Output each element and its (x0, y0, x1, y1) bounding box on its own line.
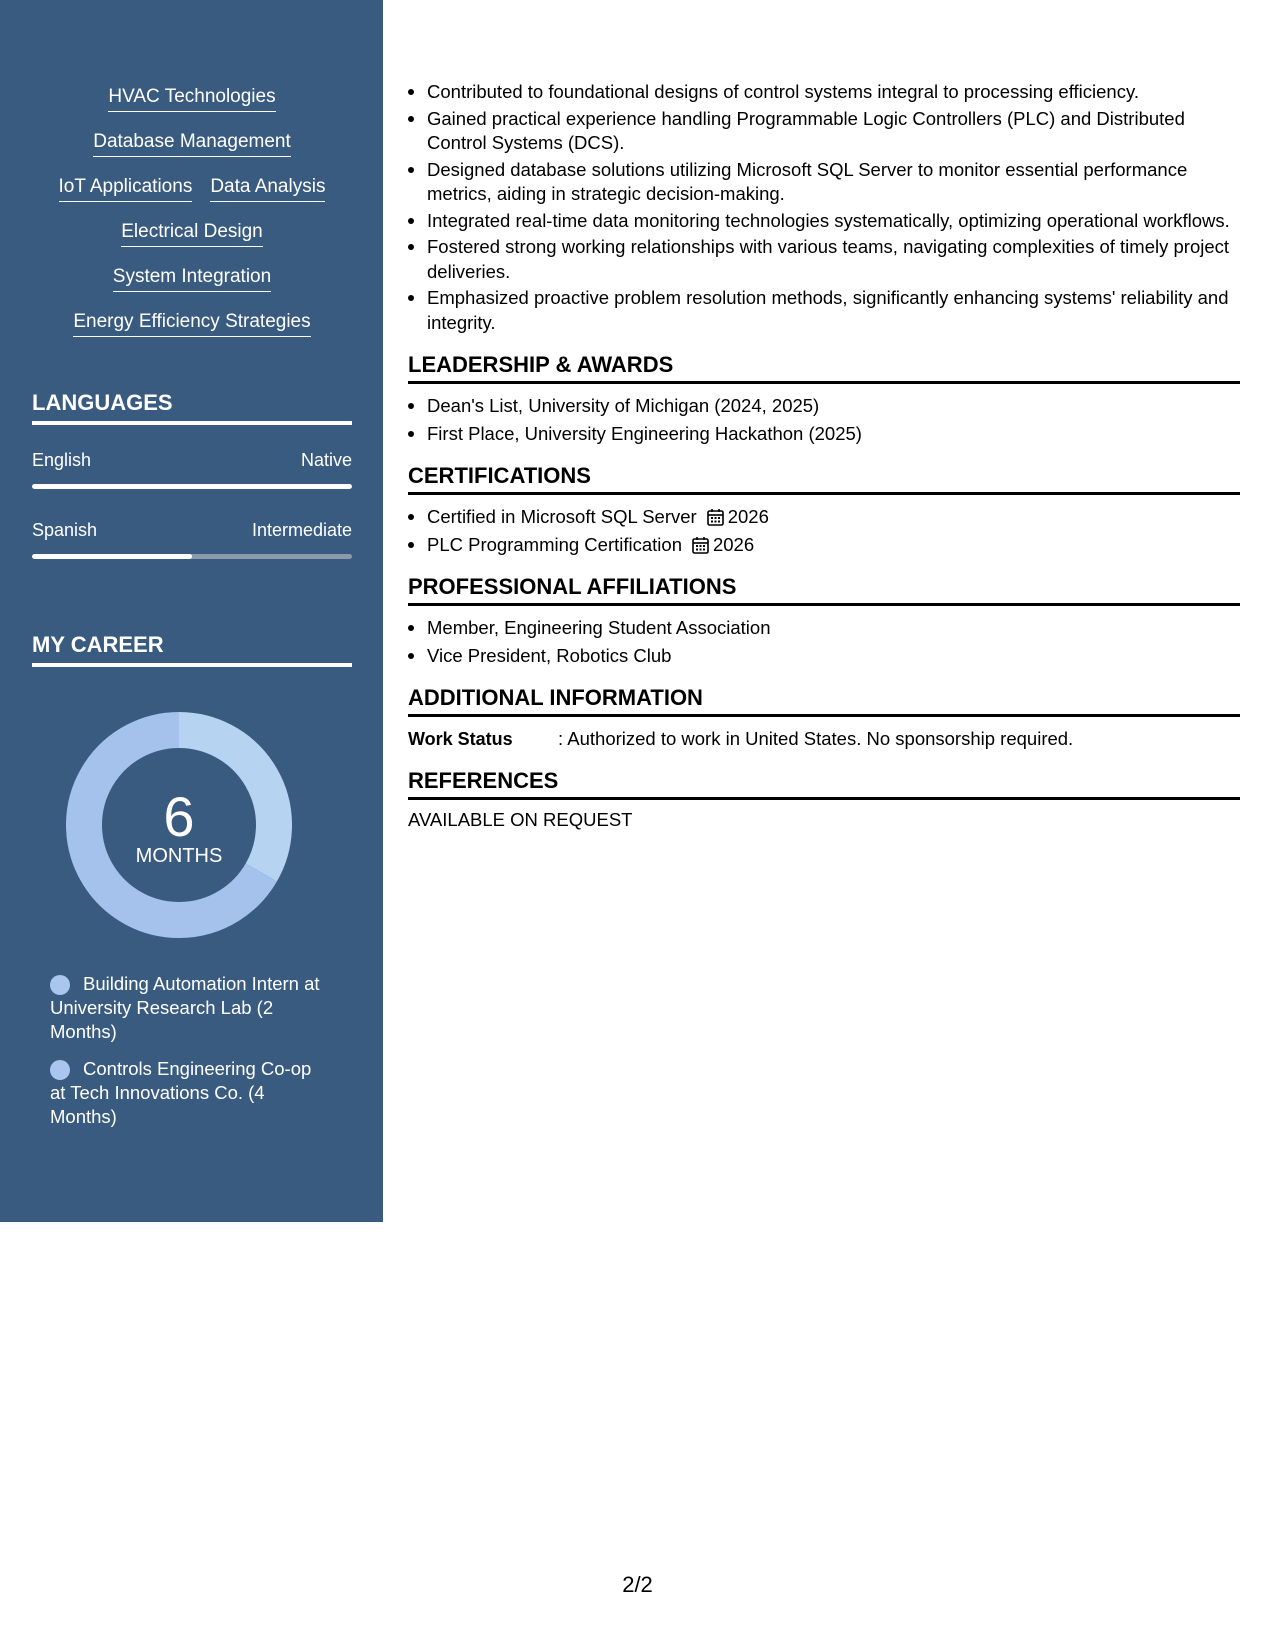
skill-row (32, 265, 352, 310)
language-english (32, 448, 352, 489)
legend-dot-icon (50, 1060, 70, 1080)
languages-heading: LANGUAGES (32, 389, 352, 425)
certifications-list (408, 505, 1240, 557)
skill-row (32, 130, 352, 175)
experience-bullet: Integrated real-time data monitoring technologies systematically, optimizing operational workflows. (408, 209, 1240, 234)
language-row (32, 448, 352, 472)
certification-item (408, 505, 1240, 530)
skill-row (32, 85, 352, 130)
affiliation-item: Vice President, Robotics Club (408, 644, 1240, 669)
skills-list (32, 85, 352, 355)
calendar-icon (692, 536, 709, 554)
certification-year: 2026 (727, 506, 769, 527)
additional-info-heading: ADDITIONAL INFORMATION (408, 684, 1240, 717)
experience-bullet: Emphasized proactive problem resolution methods, significantly enhancing systems' reliability and integrity. (408, 286, 1240, 335)
skill-tag: Electrical Design (121, 220, 263, 247)
leadership-item: First Place, University Engineering Hackathon (2025) (408, 422, 1240, 447)
work-status-value: : Authorized to work in United States. No sponsorship required. (558, 728, 1074, 749)
skill-tag: Database Management (93, 130, 291, 157)
career-legend-text: Controls Engineering Co-op at Tech Innovations Co. (4 Months) (50, 1058, 312, 1127)
skill-tag: Data Analysis (210, 175, 325, 202)
certification-year: 2026 (712, 533, 755, 555)
experience-bullet: Contributed to foundational designs of control systems integral to processing efficiency. (408, 80, 1240, 105)
language-bar (32, 484, 352, 489)
affiliations-heading: PROFESSIONAL AFFILIATIONS (408, 573, 1240, 606)
certifications-heading: CERTIFICATIONS (408, 462, 1240, 495)
references-heading: REFERENCES (408, 767, 1240, 800)
experience-bullet: Designed database solutions utilizing Microsoft SQL Server to monitor essential performance metrics, aiding in strategic decision-making. (408, 158, 1240, 207)
career-legend-text: Building Automation Intern at University Research Lab (2 Months) (50, 973, 320, 1042)
skill-tag: Energy Efficiency Strategies (73, 310, 310, 337)
references-text: AVAILABLE ON REQUEST (408, 809, 633, 830)
skill-row (32, 175, 352, 220)
language-name: English (32, 450, 92, 470)
language-name: Spanish (32, 520, 98, 540)
experience-bullet: Fostered strong working relationships with various teams, navigating complexities of timely project deliveries. (408, 235, 1240, 284)
leadership-item: Dean's List, University of Michigan (2024, 2025) (408, 394, 1240, 419)
language-level: Native (300, 450, 352, 470)
skill-tag: HVAC Technologies (108, 85, 275, 112)
language-bar-fill (32, 554, 192, 559)
affiliation-item: Member, Engineering Student Association (408, 616, 1240, 641)
experience-bullets (408, 80, 1240, 335)
leadership-list (408, 394, 1240, 446)
career-legend-item (50, 1057, 320, 1129)
career-total-unit: MONTHS (135, 845, 223, 867)
experience-bullet: Gained practical experience handling Programmable Logic Controllers (PLC) and Distributed Control Systems (DCS). (408, 107, 1240, 156)
career-total-value: 6 (163, 785, 195, 848)
career-legend-item (50, 972, 320, 1044)
language-bar-fill (32, 484, 352, 489)
language-spanish (32, 518, 352, 559)
legend-dot-icon (50, 975, 70, 995)
certification-name: PLC Programming Certification (427, 533, 682, 555)
calendar-icon (707, 508, 724, 526)
certification-item (408, 533, 1240, 558)
career-heading: MY CAREER (32, 631, 352, 667)
work-status-label: Work Status (408, 729, 513, 749)
main-content (408, 80, 1240, 832)
page-number: 2/2 (622, 1572, 653, 1597)
career-donut-center (66, 712, 292, 938)
sidebar (0, 0, 383, 1222)
leadership-heading: LEADERSHIP & AWARDS (408, 351, 1240, 384)
work-status-row (408, 727, 1240, 751)
skill-tag: IoT Applications (59, 175, 193, 202)
language-level: Intermediate (251, 520, 352, 540)
language-bar (32, 554, 352, 559)
skill-row (32, 220, 352, 265)
skill-tag: System Integration (113, 265, 271, 292)
career-legend (50, 972, 320, 1142)
affiliations-list (408, 616, 1240, 668)
language-row (32, 518, 352, 542)
certification-name: Certified in Microsoft SQL Server (427, 506, 697, 527)
skill-row (32, 310, 352, 355)
